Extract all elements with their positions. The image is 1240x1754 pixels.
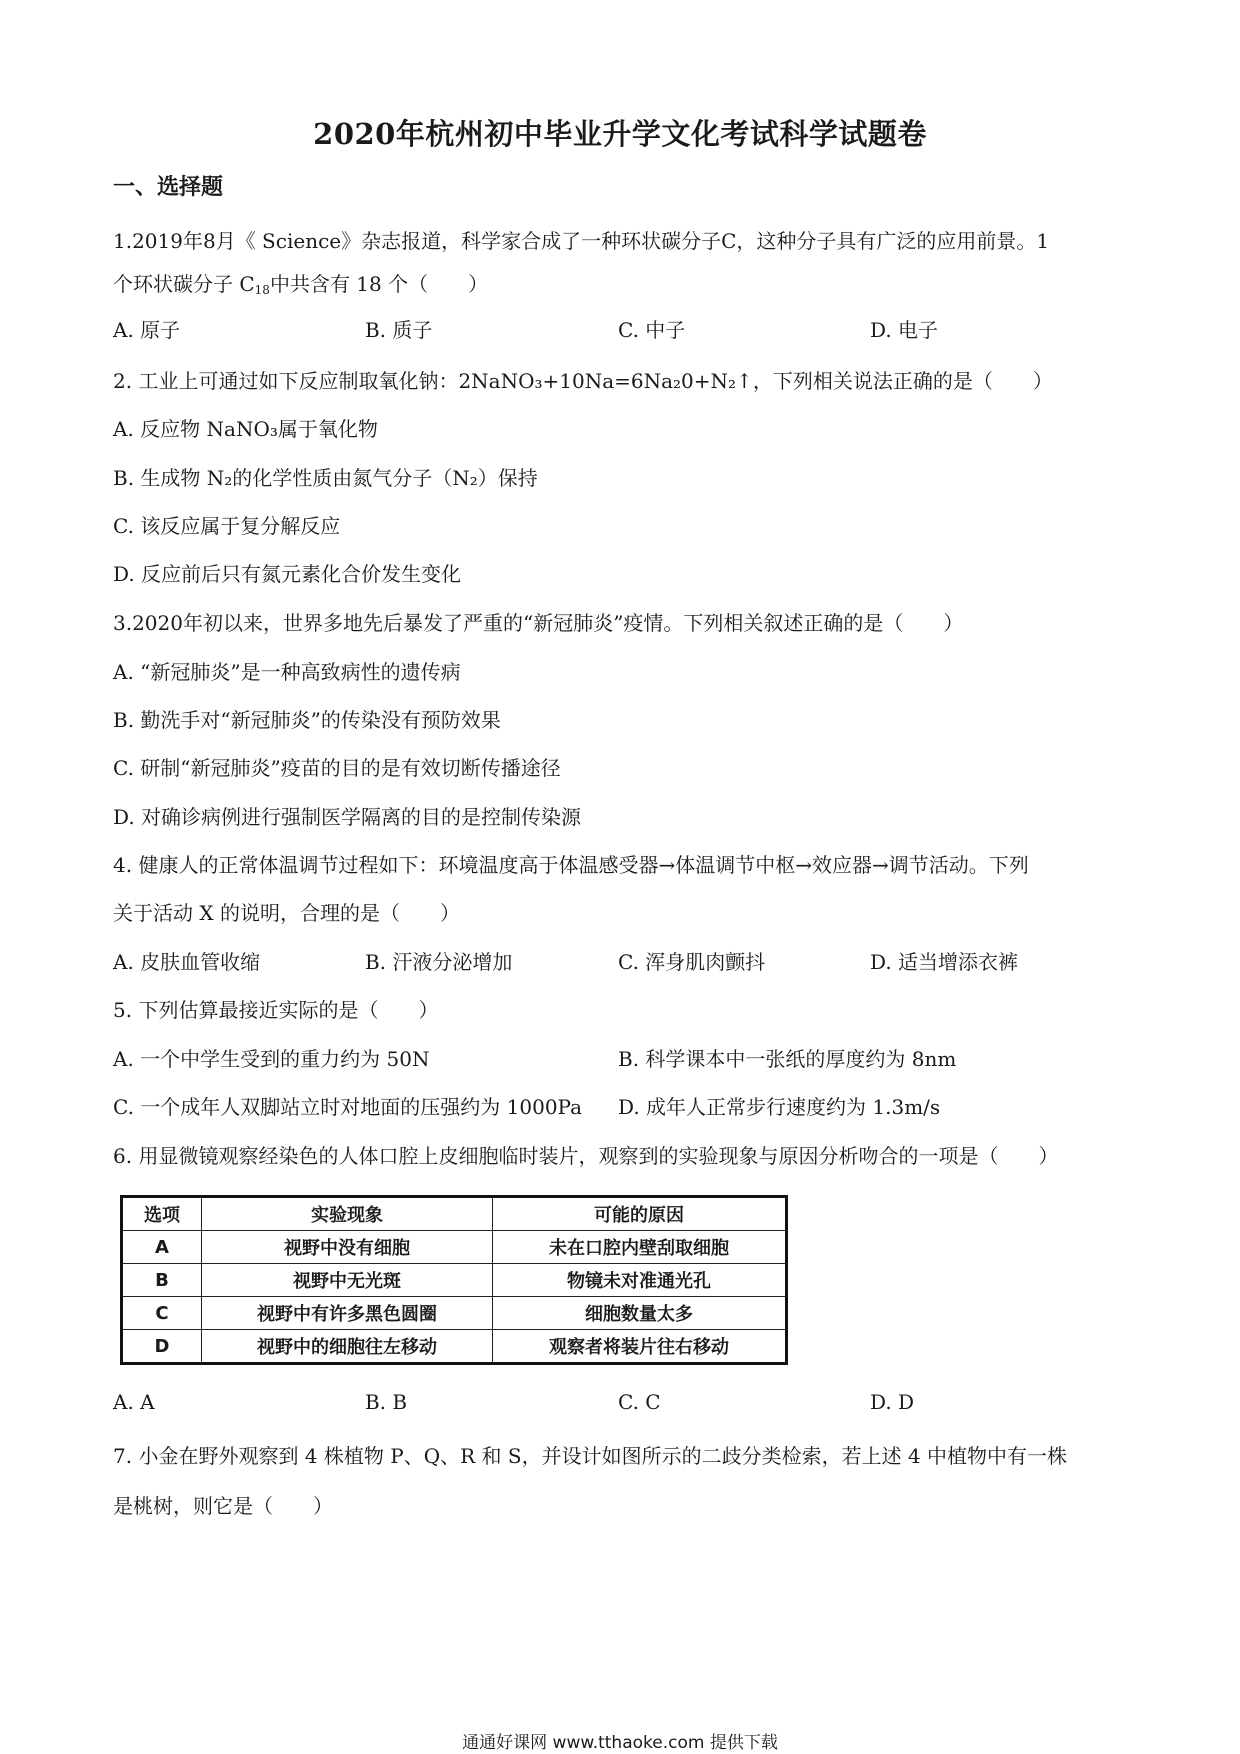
q5-option-b: B. 科学课本中一张纸的厚度约为 8nm [618,1047,957,1071]
q3-option-a: A. “新冠肺炎”是一种高致病性的遗传病 [113,660,461,684]
q4-option-c: C. 浑身肌肉颤抖 [618,950,766,974]
q4-option-d: D. 适当增添衣裤 [870,950,1019,974]
q3-option-d: D. 对确诊病例进行强制医学隔离的目的是控制传染源 [113,805,582,829]
q3-option-b: B. 勤洗手对“新冠肺炎”的传染没有预防效果 [113,708,501,732]
table-cell: 物镜未对准通光孔 [493,1264,787,1297]
page-title: 2020年杭州初中毕业升学文化考试科学试题卷 [313,117,927,151]
table-header-cell: 可能的原因 [493,1197,787,1231]
q1-stem-line2 [113,268,488,297]
q1-option-a: A. 原子 [113,318,181,342]
table-cell: 未在口腔内壁刮取细胞 [493,1231,787,1264]
q5-option-c: C. 一个成年人双脚站立时对地面的压强约为 1000Pa [113,1095,583,1119]
q2-stem: 2. 工业上可通过如下反应制取氧化钠：2NaNO₃+10Na=6Na₂0+N₂↑，下列相关说法正确的是（ ） [113,369,1053,393]
q1-stem-line1: 1.2019年8月《 Science》杂志报道，科学家合成了一种环状碳分子C，这种分子具有广泛的应用前景。1 [113,229,1050,253]
table-cell: 视野中的细胞往左移动 [202,1330,493,1364]
q2-option-a: A. 反应物 NaNO₃属于氧化物 [113,417,378,441]
q1-line2-pre: 个环状碳分子 C [113,272,255,296]
section-heading: 一、选择题 [113,174,224,200]
q4-stem-line2: 关于活动 X 的说明，合理的是（ ） [113,901,460,925]
q1-option-b: B. 质子 [365,318,433,342]
q7-stem-line2: 是桃树，则它是（ ） [113,1494,333,1518]
table-cell: A [122,1231,202,1264]
q1-option-c: C. 中子 [618,318,686,342]
table-cell: D [122,1330,202,1364]
table-row [122,1330,787,1364]
table-cell: 视野中有许多黑色圆圈 [202,1297,493,1330]
table-cell: B [122,1264,202,1297]
table-cell: 细胞数量太多 [493,1297,787,1330]
table-cell: 观察者将装片往右移动 [493,1330,787,1364]
q4-option-b: B. 汗液分泌增加 [365,950,513,974]
table-cell: C [122,1297,202,1330]
table-header-cell: 选项 [122,1197,202,1231]
table-header-row [122,1197,787,1231]
q2-option-d: D. 反应前后只有氮元素化合价发生变化 [113,562,462,586]
table-row [122,1264,787,1297]
q6-option-a: A. A [113,1390,155,1414]
q6-option-c: C. C [618,1390,661,1414]
q6-option-d: D. D [870,1390,915,1414]
q5-stem: 5. 下列估算最接近实际的是（ ） [113,998,439,1022]
q2-option-b: B. 生成物 N₂的化学性质由氮气分子（N₂）保持 [113,466,538,490]
table-cell: 视野中没有细胞 [202,1231,493,1264]
q6-stem: 6. 用显微镜观察经染色的人体口腔上皮细胞临时装片，观察到的实验现象与原因分析吻合的一项是（ ） [113,1144,1059,1168]
q7-stem-line1: 7. 小金在野外观察到 4 株植物 P、Q、R 和 S，并设计如图所示的二歧分类检索，若上述 4 中植物中有一株 [113,1444,1068,1468]
q6-table [120,1195,788,1365]
q3-option-c: C. 研制“新冠肺炎”疫苗的目的是有效切断传播途径 [113,756,561,780]
q4-stem-line1: 4. 健康人的正常体温调节过程如下：环境温度高于体温感受器→体温调节中枢→效应器→调节活动。下列 [113,853,1029,877]
table-row [122,1297,787,1330]
q5-option-d: D. 成年人正常步行速度约为 1.3m/s [618,1095,941,1119]
q4-option-a: A. 皮肤血管收缩 [113,950,261,974]
q1-subscript: 18 [254,283,270,297]
q3-stem: 3.2020年初以来，世界多地先后暴发了严重的“新冠肺炎”疫情。下列相关叙述正确的是（ ） [113,611,964,635]
q6-option-b: B. B [365,1390,408,1414]
q5-option-a: A. 一个中学生受到的重力约为 50N [113,1047,430,1071]
table-cell: 视野中无光斑 [202,1264,493,1297]
footer-watermark: 通通好课网 www.tthaoke.com 提供下载 [462,1733,778,1753]
q1-option-d: D. 电子 [870,318,939,342]
table-header-cell: 实验现象 [202,1197,493,1231]
table-row [122,1231,787,1264]
q2-option-c: C. 该反应属于复分解反应 [113,514,341,538]
q1-line2-post: 中共含有 18 个（ ） [269,272,489,296]
